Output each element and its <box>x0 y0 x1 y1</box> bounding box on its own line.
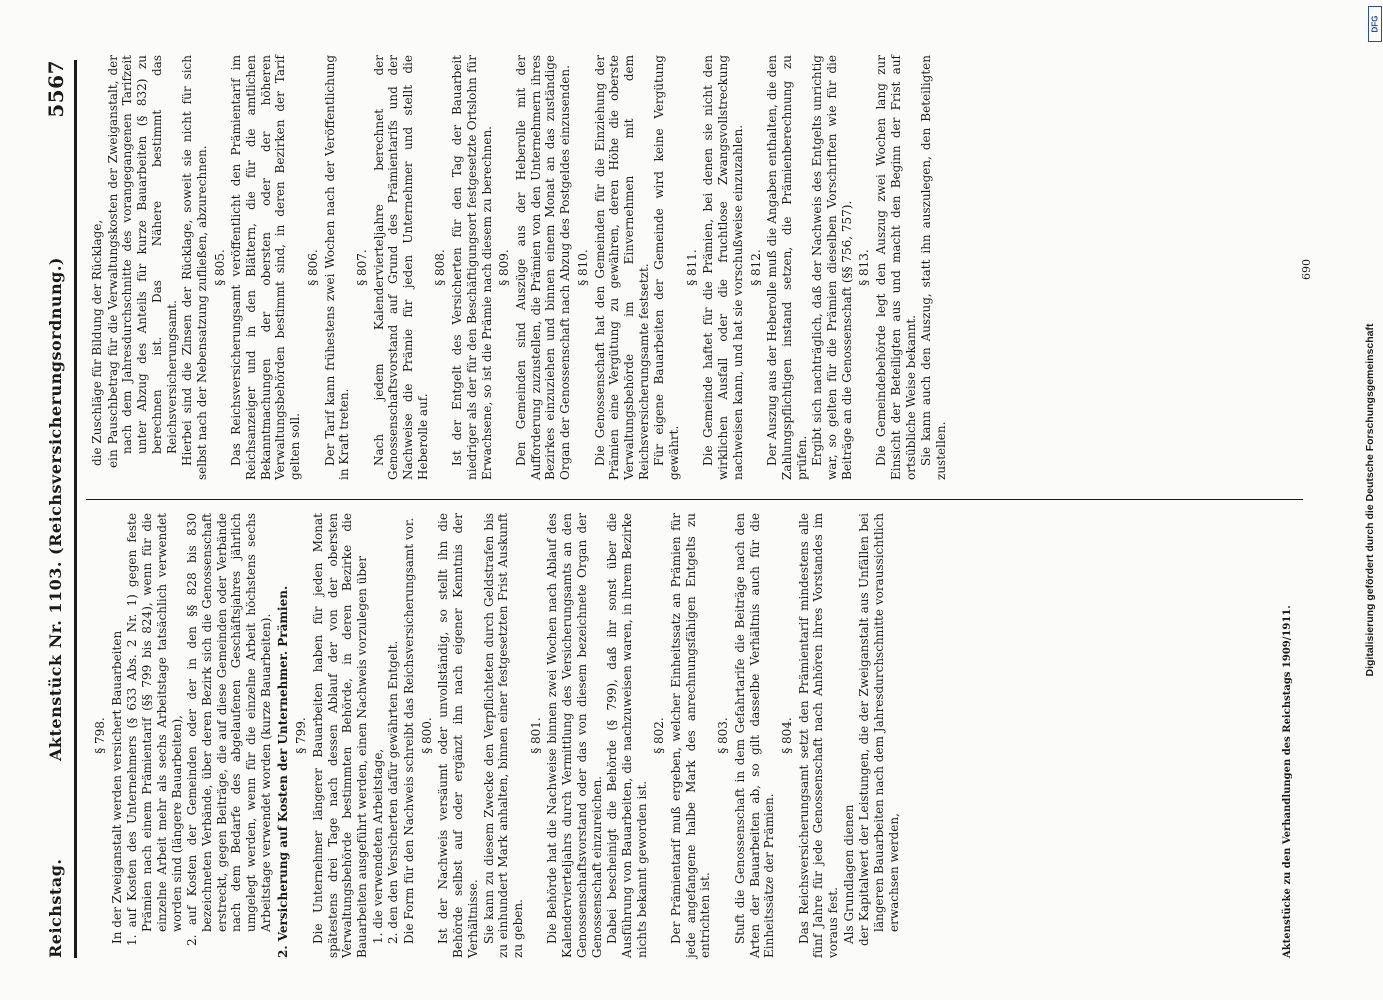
header-title: Aktenstück Nr. 1103. (Reichsversicherungsordnung.) <box>46 257 65 761</box>
right-column <box>90 55 1313 480</box>
paragraph: Nach jedem Kalendervierteljahre berechnet der Genossenschaftsvorstand auf Grund des Prämientarifs und der Nachweise die Prämie für jeden Unternehmer und stellt die Heberolle auf. <box>371 55 430 480</box>
paragraph: Ist der Nachweis versäumt oder unvollständig, so stellt ihn die Behörde selbst auf oder ergänzt ihn nach eigener Kenntnis der Verhältnisse. <box>436 513 480 958</box>
header-left: Reichstag. <box>46 858 65 958</box>
section-number: § 801. <box>528 717 543 754</box>
column-divider <box>86 499 1303 500</box>
left-column <box>90 513 1313 958</box>
section-number: § 798. <box>93 717 107 754</box>
paragraph: Die Behörde hat die Nachweise binnen zwei Wochen nach Ablauf des Kalendervierteljahrs durch Vermittlung des Versicherungsamts an den Genossenschaftsvorstand oder das von diesem bezeichnete Organ der Genossenschaft einzureichen. <box>545 513 604 958</box>
section-number: § 812. <box>748 249 763 286</box>
paragraph: Die Unternehmer längerer Bauarbeiten haben für jeden Monat spätestens drei Tage nach dessen Ablauf der von der obersten Verwaltungsbehörde bestimmten Behörde, in deren Bezirke die Bauarbeiten ausgeführt werden, einen Nachweis vorzulegen über <box>310 513 369 958</box>
paragraph: Den Gemeinden sind Auszüge aus der Heberolle mit der Aufforderung zuzustellen, die Prämien von den Unternehmern ihres Bezirkes einzuziehen und binnen einem Monat an das zuständige Organ der Genossenschaft nach Abzug des Postgeldes einzusenden. <box>513 55 573 480</box>
dfg-logo-text: DFG <box>1370 15 1380 33</box>
section-number: § 809. <box>497 249 512 286</box>
section-number: § 802. <box>652 717 667 754</box>
page-number: 5567 <box>44 60 68 118</box>
paragraph: Der Prämientarif muß ergeben, welcher Einheitssatz an Prämien für jede angefangene halbe Mark des anrechnungsfähigen Entgelts zu entrichten ist. <box>669 513 713 958</box>
paragraph: In der Zweiganstalt werden versichert Bauarbeiten <box>109 630 124 944</box>
paragraph: 2. auf Kosten der Gemeinden oder der in den §§ 828 bis 830 bezeichneten Verbände, über deren Bezirk sich die Genossenschaft erstreckt, gegen Beiträge, die auf diese Gemeinden oder Verbände nach dem Bedarfe des abgelaufenen Geschäftsjahres jährlich umgelegt werden, wenn für die einzelne Arbeit höchstens sechs Arbeitstage verwendet worden (kurze Bauarbeiten). <box>185 513 273 946</box>
dfg-logo <box>1368 6 1382 42</box>
paragraph: 1. die verwendeten Arbeitstage, <box>370 748 385 944</box>
section-number: § 799. <box>294 717 309 754</box>
section-number: § 806. <box>305 249 320 286</box>
paragraph: ein Pauschbetrag für die Verwaltungskosten der Zweiganstalt, der nach dem Jahresdurchschnitte des vorangegangenen Tarifzeit unter Abzug des Anteils für kurze Bauarbeiten (§ 832) zu berechnen ist. Das Nähere bestimmt das Reichsversicherungsamt. <box>105 55 179 468</box>
paragraph: Für eigene Bauarbeiten der Gemeinde wird keine Vergütung gewährt. <box>652 55 682 480</box>
dfg-credit-text: Digitalisierung gefördert durch die Deutsche Forschungsgemeinschaft <box>1364 323 1376 677</box>
paragraph: Die Form für den Nachweis schreibt das Reichsversicherungsamt vor. <box>402 517 417 944</box>
paragraph: Der Tarif kann frühestens zwei Wochen nach der Veröffentlichung in Kraft treten. <box>322 55 352 480</box>
paragraph: Die Gemeinde haftet für die Prämien, bei denen sie nicht den wirklichen Ausfall oder die fruchtlose Zwangsvollstreckung nachweisen kann, und hat sie vorschußweise einzuzahlen. <box>701 55 745 480</box>
paragraph: Als Grundlagen dienen <box>841 804 856 944</box>
paragraph: Die Gemeindebehörde legt den Auszug zwei Wochen lang zur Einsicht der Beteiligten aus und macht den Beginn der Frist auf ortsübliche Weise bekannt. <box>874 55 918 480</box>
paragraph: die Zuschläge für Bildung der Rücklage, <box>90 219 104 466</box>
paragraph: der Kapitalwert der Leistungen, die der Zweiganstalt aus Unfällen bei längeren Bauarbeiten nach dem Jahresdurchschnitte voraussichtlich erwachsen werden, <box>857 513 901 946</box>
paragraph: Das Reichsversicherungsamt setzt den Prämientarif mindestens alle fünf Jahre für jede Genossenschaft nach Anhören ihres Vorstandes im voraus fest. <box>796 513 841 958</box>
section-number: § 810. <box>575 249 590 286</box>
footer-source: Aktenstücke zu den Verhandlungen des Reichstags 1909/1911. <box>1282 605 1293 958</box>
paragraph: 1. auf Kosten des Unternehmers (§ 633 Abs. 2 Nr. 1) gegen feste Prämien nach einem Prämientarif (§§ 799 bis 824), wenn für die einzelne Arbeit mehr als sechs Arbeitstage tatsächlich verwendet worden sind (längere Bauarbeiten), <box>125 513 184 946</box>
section-number: § 811. <box>684 249 699 286</box>
section-number: § 800. <box>419 717 434 754</box>
section-number: § 808. <box>433 249 448 286</box>
paragraph: Ergibt sich nachträglich, daß der Nachweis des Entgelts unrichtig war, so gelten für die Prämien dieselben Vorschriften wie für die Beiträge an die Genossenschaft (§§ 756, 757). <box>810 55 854 480</box>
section-heading: 2. Versicherung auf Kosten der Unternehmer. Prämien. <box>276 585 291 958</box>
paragraph: Ist der Entgelt des Versicherten für den Tag der Bauarbeit niedriger als der für den Beschäftigungsort festgesetzte Ortslohn für Erwachsene, so ist die Prämie nach diesem zu berechnen. <box>450 55 494 480</box>
paragraph: Dabei bescheinigt die Behörde (§ 799), daß ihr sonst über die Ausführung von Bauarbeiten, die nachzuweisen waren, in ihrem Bezirke nichts bekannt geworden ist. <box>605 513 649 958</box>
header-rule <box>74 60 77 958</box>
section-number: § 805. <box>212 249 227 286</box>
paragraph: Der Auszug aus der Heberolle muß die Angaben enthalten, die den Zahlungspflichtigen instand setzen, die Prämienberechnung zu prüfen. <box>765 55 809 480</box>
section-number: § 803. <box>716 717 731 754</box>
section-number: § 804. <box>779 717 794 754</box>
paragraph: Die Genossenschaft hat den Gemeinden für die Einziehung der Prämien eine Vergütung zu gewähren, deren Höhe die oberste Verwaltungsbehörde im Einvernehmen mit dem Reichsversicherungsamte festsetzt. <box>592 55 651 480</box>
page-header <box>40 60 74 958</box>
paragraph: 2. den den Versicherten dafür gewährten Entgelt. <box>386 640 401 944</box>
paragraph: Das Reichsversicherungsamt veröffentlicht den Prämientarif im Reichsanzeiger und in den Blättern, die für die amtlichen Bekanntmachungen der obersten oder der höheren Verwaltungsbehörden bestimmt sind, in deren Bezirken der Tarif gelten soll. <box>229 55 303 480</box>
paragraph: Stuft die Genossenschaft in dem Gefahrtarife die Beiträge nach den Arten der Bauarbeiten ab, so gilt dasselbe Verhältnis auch für die Einheitssätze der Prämien. <box>732 513 777 958</box>
paragraph: Sie kann zu diesem Zwecke den Verpflichteten durch Geldstrafen bis zu einhundert Mark anhalten, binnen einer festgesetzten Frist Auskunft zu geben. <box>481 513 525 958</box>
section-number: § 813. <box>857 249 872 286</box>
footer-number: 690 <box>1300 259 1313 280</box>
section-number: § 807. <box>354 249 369 286</box>
paragraph: Sie kann auch den Auszug, statt ihn auszulegen, den Beteiligten zustellen. <box>919 55 948 480</box>
paragraph: Hierbei sind die Zinsen der Rücklage, soweit sie nicht für sich selbst nach der Nebensatzung zufließen, abzurechnen. <box>180 55 209 480</box>
